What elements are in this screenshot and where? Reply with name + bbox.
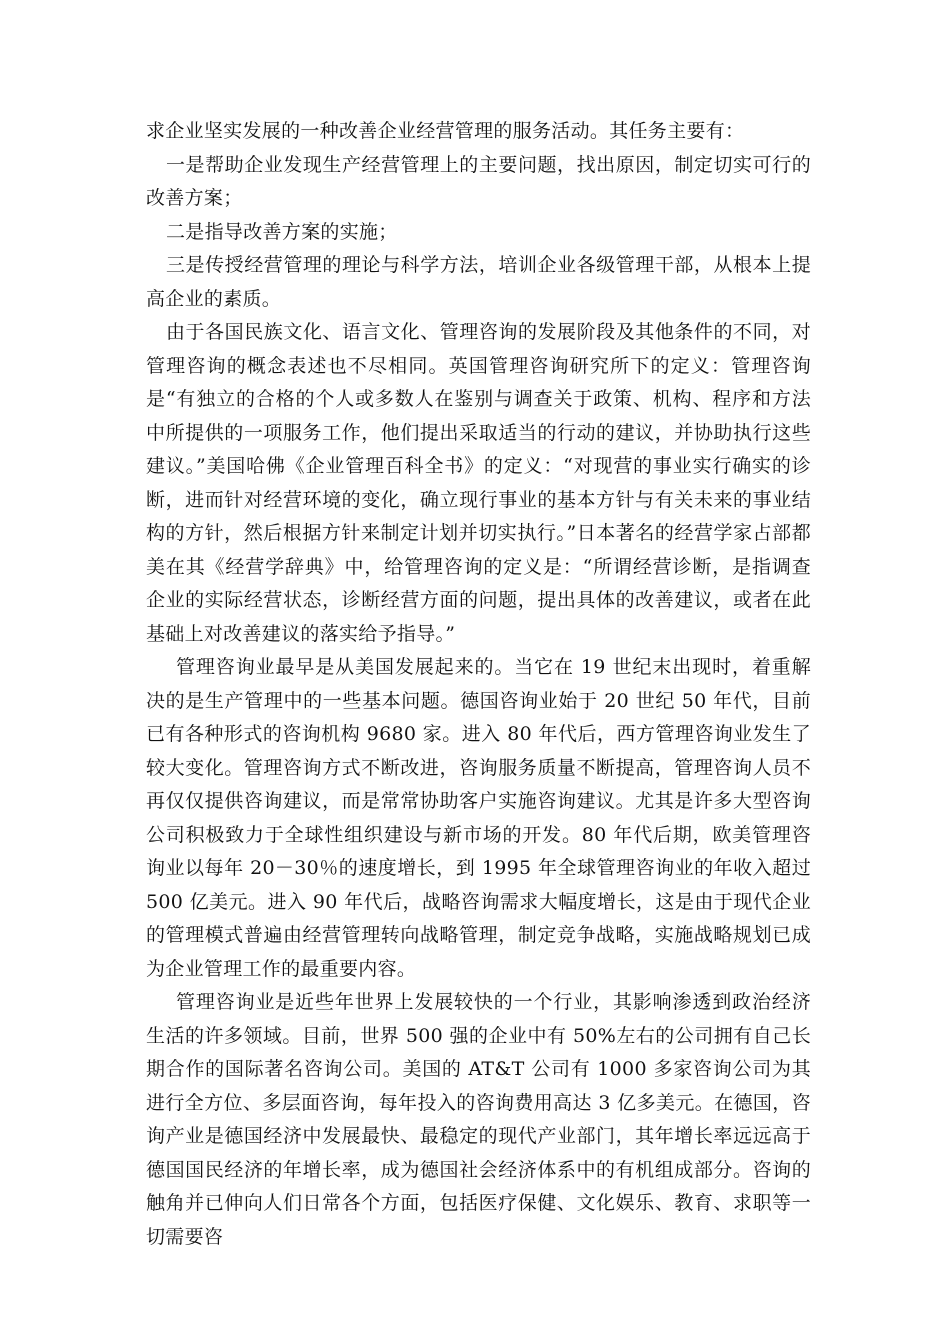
paragraph-history: 管理咨询业最早是从美国发展起来的。当它在 19 世纪末出现时，着重解决的是生产管理中的一些基本问题。德国咨询业始于 20 世纪 50 年代，目前已有各种形式的咨询机构 9680 家。进入 80 年代后，西方管理咨询业发生了较大变化。管理咨询方式不断改进，咨询服务质量不断提高，管理咨询人员不再仅仅提供咨询建议，而是常常协助客户实施咨询建议。尤其是许多大型咨询公司积极致力于全球性组织建设与新市场的开发。80 年代后期，欧美管理咨询业以每年 20－30％的速度增长，到 1995 年全球管理咨询业的年收入超过 500 亿美元。进入 90 年代后，战略咨询需求大幅度增长，这是由于现代企业的管理模式普遍由经营管理转向战略管理，制定竞争战略，实施战略规划已成为企业管理工作的最重要内容。 [146, 656, 811, 980]
paragraph-industry: 管理咨询业是近些年世界上发展较快的一个行业，其影响渗透到政治经济生活的许多领域。目前，世界 500 强的企业中有 50%左右的公司拥有自己长期合作的国际著名咨询公司。美国的 AT&T 公司有 1000 多家咨询公司为其进行全方位、多层面咨询，每年投入的咨询费用高达 3 亿多美元。在德国，咨询产业是德国经济中发展最快、最稳定的现代产业部门，其年增长率远远高于德国国民经济的年增长率，成为德国社会经济体系中的有机组成部分。咨询的触角并已伸向人们日常各个方面，包括医疗保健、文化娱乐、教育、求职等一切需要咨 [146, 991, 811, 1248]
paragraph-definitions: 由于各国民族文化、语言文化、管理咨询的发展阶段及其他条件的不同，对管理咨询的概念表述也不尽相同。英国管理咨询研究所下的定义：管理咨询是“有独立的合格的个人或多数人在鉴别与调查关于政策、机构、程序和方法中所提供的一项服务工作，他们提出采取适当的行动的建议，并协助执行这些建议。”美国哈佛《企业管理百科全书》的定义：“对现营的事业实行确实的诊断，进而针对经营环境的变化，确立现行事业的基本方针与有关未来的事业结构的方针，然后根据方针来制定计划并切实执行。”日本著名的经营学家占部都美在其《经营学辞典》中，给管理咨询的定义是：“所谓经营诊断，是指调查企业的实际经营状态，诊断经营方面的问题，提出具体的改善建议，或者在此基础上对改善建议的落实给予指导。” [146, 321, 811, 645]
paragraph-continuation: 求企业坚实发展的一种改善企业经营管理的服务活动。其任务主要有： [146, 120, 745, 142]
paragraph-task-one: 一是帮助企业发现生产经营管理上的主要问题，找出原因，制定切实可行的改善方案； [146, 153, 811, 209]
paragraph-task-two: 二是指导改善方案的实施； [166, 220, 398, 243]
document-body [146, 115, 811, 1254]
paragraph-task-three: 三是传授经营管理的理论与科学方法，培训企业各级管理干部，从根本上提高企业的素质。 [146, 254, 811, 310]
